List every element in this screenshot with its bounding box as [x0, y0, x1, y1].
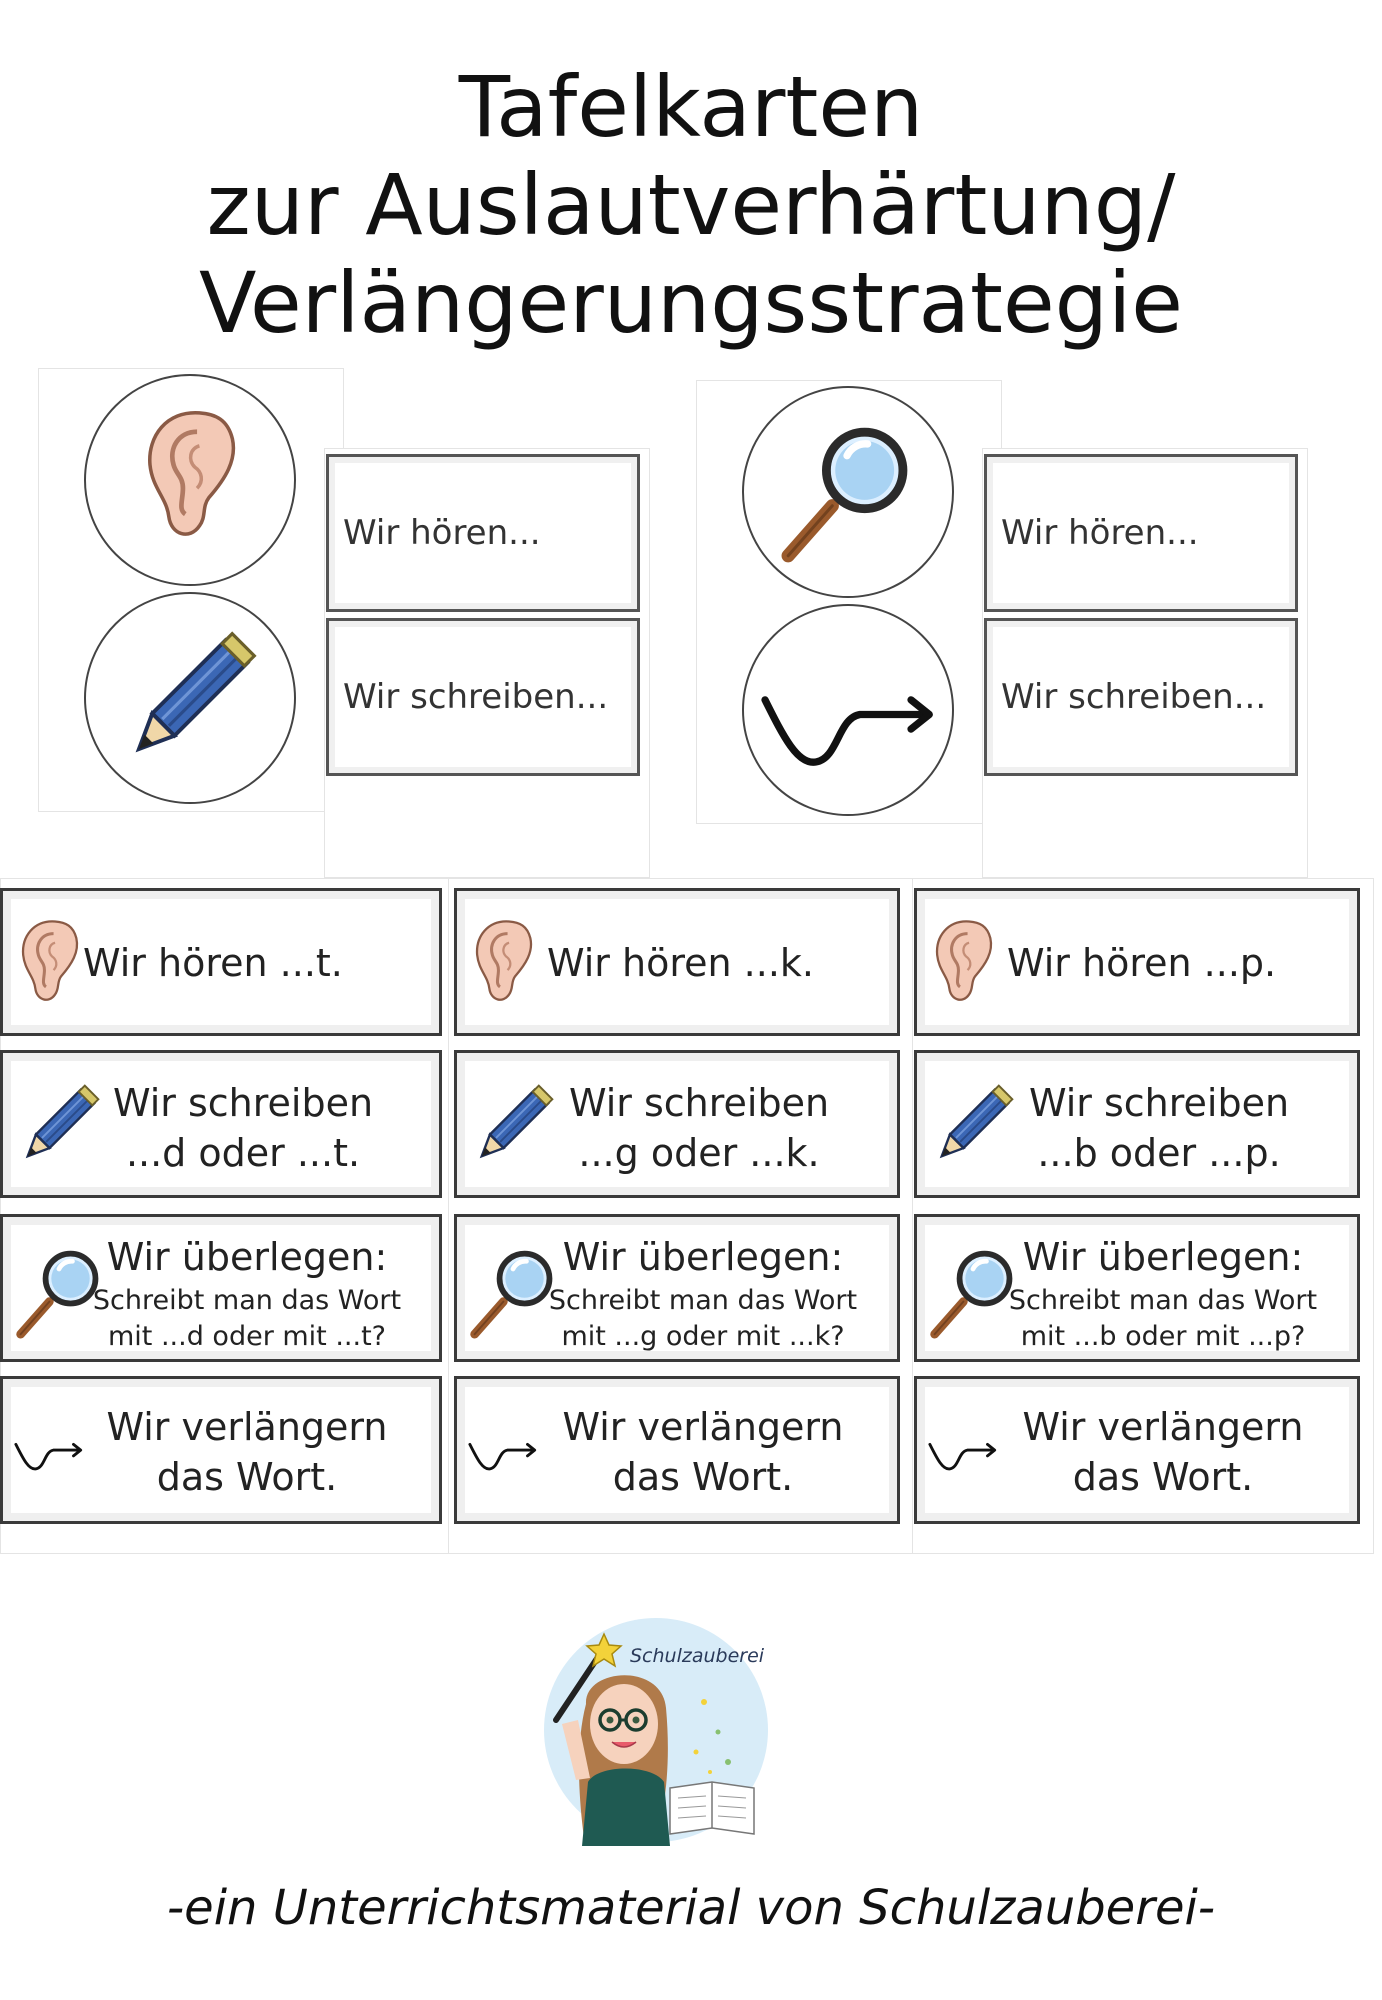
strip-think-heading: Wir überlegen: [106, 1235, 388, 1279]
strip-extend-line1: Wir verlängern [562, 1405, 844, 1449]
strip-write-1 [0, 1050, 442, 1198]
svg-text:Schulzauberei: Schulzauberei [630, 1645, 765, 1667]
extend-arrow-icon [744, 606, 952, 814]
strip-hear-3 [914, 888, 1360, 1036]
footer-credit: -ein Unterrichtsmaterial von Schulzauberei- [166, 1880, 1216, 1936]
strip-extend-line1: Wir verlängern [1022, 1405, 1304, 1449]
strip-think-3 [914, 1214, 1360, 1362]
title-line-2: zur Auslautverhärtung/ [206, 156, 1176, 254]
strip-think-line1: Schreibt man das Wort [92, 1285, 402, 1316]
ear-icon [11, 903, 87, 1019]
title-line-3: Verlängerungsstrategie [199, 254, 1183, 352]
strip-hear-text: Wir hören ...k. [547, 941, 814, 985]
strip-write-line1: Wir schreiben [568, 1081, 830, 1125]
strip-extend-line2: das Wort. [612, 1455, 794, 1499]
label-hear-text: Wir hören... [343, 513, 541, 553]
label-card-hear [326, 454, 640, 612]
title-line-1: Tafelkarten [458, 58, 924, 156]
ear-icon [86, 376, 294, 584]
strip-think-line1: Schreibt man das Wort [1008, 1285, 1318, 1316]
strip-write-line2: ...d oder ...t. [125, 1131, 361, 1175]
strip-extend-line2: das Wort. [1072, 1455, 1254, 1499]
label-hear-text-2: Wir hören... [1001, 513, 1199, 553]
strip-extend-line2: das Wort. [156, 1455, 338, 1499]
page-title [0, 58, 1382, 352]
circle-card-ear [84, 374, 296, 586]
magnifier-icon [744, 388, 952, 596]
strip-hear-text: Wir hören ...t. [83, 941, 343, 985]
strip-write-line2: ...g oder ...k. [578, 1131, 820, 1175]
pencil-icon [86, 594, 294, 802]
strip-extend-2 [454, 1376, 900, 1524]
strip-think-line2: mit ...b oder mit ...p? [1020, 1321, 1306, 1352]
label-write-text: Wir schreiben... [343, 677, 609, 717]
strip-write-line1: Wir schreiben [1028, 1081, 1290, 1125]
schulzauberei-logo [528, 1612, 776, 1852]
strip-hear-text: Wir hören ...p. [1007, 941, 1277, 985]
ear-icon [925, 903, 1001, 1019]
strip-think-line2: mit ...g oder mit ...k? [561, 1321, 845, 1352]
label-card-write-2 [984, 618, 1298, 776]
circle-card-magnifier [742, 386, 954, 598]
strip-extend-line1: Wir verlängern [106, 1405, 388, 1449]
strip-think-heading: Wir überlegen: [562, 1235, 844, 1279]
strip-extend-1 [0, 1376, 442, 1524]
strip-write-line2: ...b oder ...p. [1037, 1131, 1281, 1175]
strip-write-3 [914, 1050, 1360, 1198]
strip-write-line1: Wir schreiben [112, 1081, 374, 1125]
strip-extend-3 [914, 1376, 1360, 1524]
ear-icon [465, 903, 541, 1019]
label-card-write [326, 618, 640, 776]
strip-think-1 [0, 1214, 442, 1362]
circle-card-pencil [84, 592, 296, 804]
strip-write-2 [454, 1050, 900, 1198]
strip-think-line1: Schreibt man das Wort [548, 1285, 858, 1316]
strip-think-line2: mit ...d oder mit ...t? [107, 1321, 387, 1352]
strip-think-heading: Wir überlegen: [1022, 1235, 1304, 1279]
strip-hear-2 [454, 888, 900, 1036]
label-write-text-2: Wir schreiben... [1001, 677, 1267, 717]
strip-hear-1 [0, 888, 442, 1036]
strip-think-2 [454, 1214, 900, 1362]
label-card-hear-2 [984, 454, 1298, 612]
circle-card-arrow [742, 604, 954, 816]
